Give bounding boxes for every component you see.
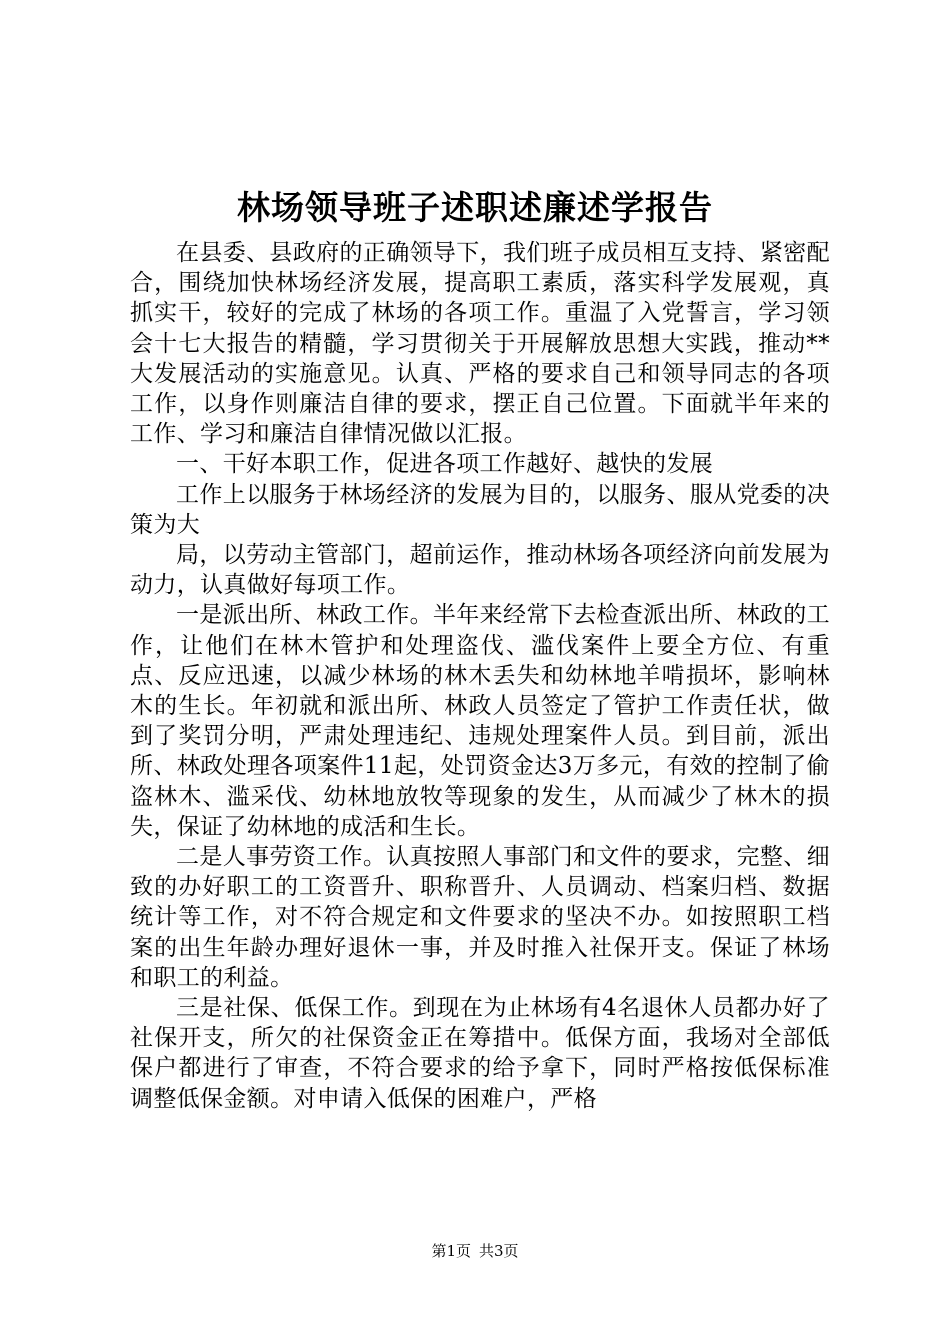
paragraph-police-forestry: 一是派出所、林政工作。半年来经常下去检查派出所、林政的工作，让他们在林木管护和处理盗伐、滥伐案件上要全方位、有重点、反应迅速，以减少林场的林木丢失和幼林地羊啃损坏，影响林木的生长。年初就和派出所、林政人员签定了管护工作责任状，做到了奖罚分明，严肃处理违纪、违规处理案件人员。到目前，派出所、林政处理各项案件11起，处罚资金达3万多元，有效的控制了偷盗林木、滥采伐、幼林地放牧等现象的发生，从而减少了林木的损失，保证了幼林地的成活和生长。 [130, 602, 830, 840]
document-title: 林场领导班子述职述廉述学报告 [237, 188, 713, 227]
document-body [130, 238, 830, 1114]
page-number: 第1页 [431, 1242, 471, 1260]
paragraph-work-goal-cont: 局，以劳动主管部门，超前运作，推动林场各项经济向前发展为动力，认真做好每项工作。 [130, 542, 830, 599]
page-footer [0, 1241, 950, 1261]
section-heading-1: 一、干好本职工作，促进各项工作越好、越快的发展 [176, 451, 714, 478]
paragraph-personnel: 二是人事劳资工作。认真按照人事部门和文件的要求，完整、细致的办好职工的工资晋升、职称晋升、人员调动、档案归档、数据统计等工作，对不符合规定和文件要求的坚决不办。如按照职工档案的出生年龄办理好退休一事，并及时推入社保开支。保证了林场和职工的利益。 [130, 844, 830, 991]
paragraph-intro: 在县委、县政府的正确领导下，我们班子成员相互支持、紧密配合，围绕加快林场经济发展，提高职工素质，落实科学发展观，真抓实干，较好的完成了林场的各项工作。重温了入党誓言，学习领会十七大报告的精髓，学习贯彻关于开展解放思想大实践，推动**大发展活动的实施意见。认真、严格的要求自己和领导同志的各项工作，以身作则廉洁自律的要求，摆正自己位置。下面就半年来的工作、学习和廉洁自律情况做以汇报。 [130, 240, 830, 448]
page-total: 共3页 [479, 1242, 519, 1260]
paragraph-social-security: 三是社保、低保工作。到现在为止林场有4名退休人员都办好了社保开支，所欠的社保资金正在筹措中。低保方面，我场对全部低保户都进行了审查，不符合要求的给予拿下，同时严格按低保标准调整低保金额。对申请入低保的困难户，严格 [130, 995, 830, 1112]
paragraph-work-goal: 工作上以服务于林场经济的发展为目的，以服务、服从党委的决策为大 [130, 481, 830, 538]
